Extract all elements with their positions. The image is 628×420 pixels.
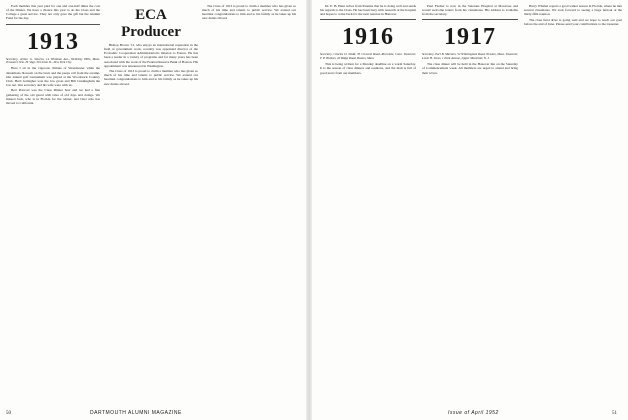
right-column-1: [320, 4, 416, 404]
class-year-heading: 1917: [444, 24, 496, 51]
left-page-number: 50: [6, 411, 11, 416]
column-text: Each member this year paid for one and one-half times the cost of the Dinner. We have a chance this year to do the Class and the College a great service. They not only gave the gift but the Alumni Fund for the day.: [6, 4, 100, 21]
right-page-number: 51: [612, 411, 617, 416]
left-column-2: [104, 4, 198, 404]
section-divider: [422, 19, 518, 20]
right-column-3: [524, 4, 622, 404]
left-column-3: [202, 4, 296, 404]
class-secretaries: Secretary, Earl B. Marston, 52 Whittingham Road, Newton, Mass. Treasurer, Louis H. Jones, 1 Park Avenue, Upper Montclair, N. J.: [422, 52, 518, 61]
column-text: The Class of 1913 is proud to claim a member who has given so much of his time and talents to public service. We extend our heartiest congratulations to him and to his family as he takes up his new duties abroad.: [104, 69, 198, 86]
right-column-2: [422, 4, 518, 404]
section-divider: [6, 24, 100, 25]
column-text: The class fund drive is going well and we hope to reach our goal before the end of June. Please send your contributions to the treasurer.: [524, 17, 622, 26]
left-page: [0, 0, 300, 420]
right-page: [318, 0, 628, 420]
issue-date: Issue of April 1952: [448, 410, 499, 416]
column-text: Bert Prescott was the Class Dinner host and we had a fine gathering of the old guard with tales of old days and doings. We missed Jack, who is in Florida for the winter, and Chet who has moved to California.: [6, 88, 100, 105]
article-title: ECA Producer: [121, 7, 181, 40]
class-year-heading: 1913: [27, 28, 79, 55]
left-column-1: [6, 4, 100, 404]
column-text: This is being written for a Monday deadline on a warm Saturday. It is the season of class dinners and reunions, and the mail is full of good news from our members.: [320, 62, 416, 75]
column-text: Bishop Brown '13, who enjoys an international reputation in the field of government work, recently was appointed director of the Economic Cooperation Administration's mission to France. He has been a leader in a variety of programs and for many years has been associated with the work of the Federal Reserve Bank of Boston. His appointment was announced in Washington.: [104, 43, 198, 68]
column-text: Dr. E. H. Hunt writes from Panama that he is doing well and sends his regards to the Class. He has been busy with research at the hospital and hopes to come back for the next reunion in Hanover.: [320, 4, 416, 17]
column-text: The class dinner will be held in the Hanover Inn on the Saturday of Commencement week. All members are urged to attend and bring their wives.: [422, 62, 518, 75]
page-gutter: [306, 0, 312, 420]
column-text: Here I sit in the vigorous climate of Westchester while the dandelions blossom on the lawn and the peeps call from the swamp. Our annual golf tournament was played at the Woodstock Country Club. Herb Gallagher won the low gross and Bill Cunningham the low net. Our secretary and his wife were with us.: [6, 66, 100, 88]
class-secretaries: Secretary, Charles D. Sledd, 33 Crescent Road, Riverside, Conn. Treasurer, F. P. Holmes, 20 Ridge Road, Boston, Mass.: [320, 52, 416, 61]
magazine-name: DARTMOUTH ALUMNI MAGAZINE: [90, 410, 182, 416]
class-secretaries: Secretary, Arthur G. Stearns, 14 Whitman Ave., Wellesley Hills, Mass. Treasurer, Wm. H. Vogt, 30 Union St., New York City.: [6, 56, 100, 65]
column-text: The Class of 1913 is proud to claim a member who has given so much of his time and talents to public service. We extend our heartiest congratulations to him and to his family as he takes up his new duties abroad.: [202, 4, 296, 21]
column-text: Harry Whalen reports a good winter season in Florida, where he met several classmates. We look forward to seeing a large turnout at the thirty-fifth reunion.: [524, 4, 622, 17]
class-year-heading: 1916: [342, 24, 394, 51]
column-text: Paul Fischer is now in the Veterans Hospital at Montrose and would welcome letters from his classmates. His address is available from the secretary.: [422, 4, 518, 17]
section-divider: [320, 19, 416, 20]
